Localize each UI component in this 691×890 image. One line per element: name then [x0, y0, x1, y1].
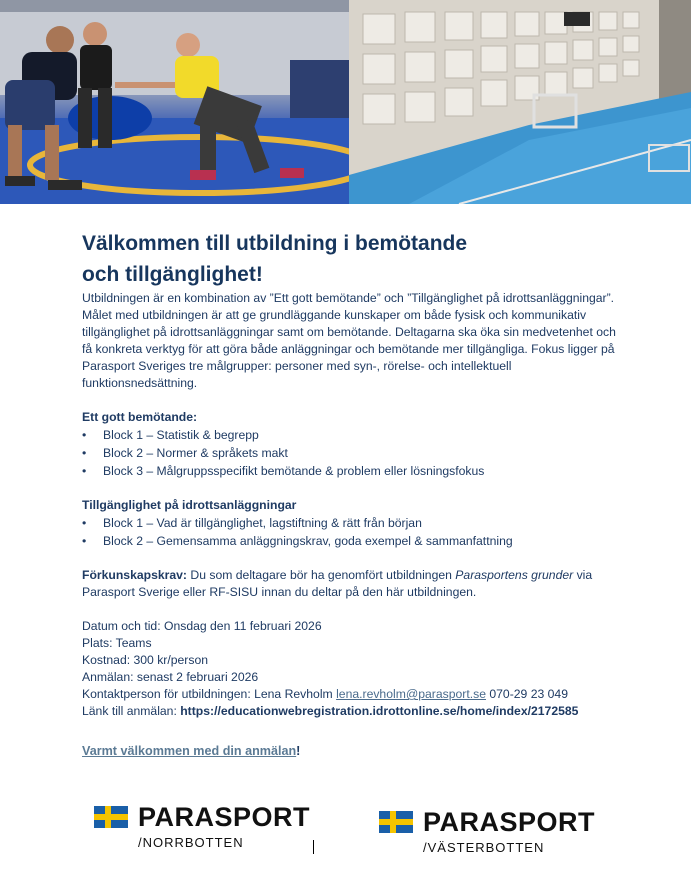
- list-item: • Block 2 – Normer & språkets makt: [82, 444, 622, 462]
- contact-phone: 070-29 23 049: [485, 687, 568, 701]
- parasport-vasterbotten-logo: [379, 808, 595, 855]
- swedish-flag-icon: [379, 811, 413, 833]
- contact-person: [82, 686, 622, 703]
- event-cost: Kostnad: 300 kr/person: [82, 653, 209, 667]
- registration-link-label: Länk till anmälan:: [82, 704, 181, 718]
- title-line-2: och tillgänglighet!: [82, 263, 263, 286]
- list-item: • Block 1 – Statistik & begrepp: [82, 426, 622, 444]
- contact-label: Kontaktperson för utbildningen: Lena Revholm: [82, 687, 337, 701]
- registration-link-row: [82, 703, 622, 720]
- tillganglighet-block-list: [82, 514, 622, 550]
- logo-wordmark: PARASPORT: [423, 807, 596, 837]
- list-item: • Block 3 – Målgruppsspecifikt bemötande & problem eller lösningsfokus: [82, 462, 622, 480]
- logo-divider: [313, 840, 314, 854]
- welcome-suffix: !: [296, 744, 301, 758]
- welcome-message: [82, 744, 622, 758]
- sports-hall-photo: [349, 0, 691, 204]
- intro-paragraph: Utbildningen är en kombination av ”Ett gott bemötande” och ”Tillgänglighet på idrottsanläggningar”. Målet med utbildningen är att ge grundläggande kunskaper om både fysisk och kommunikativ tillgänglighet på idrottsanläggningar samt om bemötande. Deltagarna ska öka sin medvetenhet och få konkreta verktyg för att göra både anläggningar och bemötande mer tillgängliga. Fokus ligger på Parasport Sveriges tre målgrupper: personer med syn-, rörelse- och intellektuell funktionsnedsättning.: [82, 291, 616, 390]
- wrestling-photo: [0, 0, 349, 204]
- swedish-flag-icon: [94, 806, 128, 828]
- parasport-norrbotten-logo: [94, 803, 310, 850]
- logo-region: /NORRBOTTEN: [138, 835, 244, 850]
- registration-deadline: Anmälan: senast 2 februari 2026: [82, 670, 259, 684]
- sports-hall-illustration: [349, 0, 691, 204]
- prerequisites-label: Förkunskapskrav:: [82, 568, 187, 582]
- header-photos: [0, 0, 691, 204]
- event-info: [82, 618, 622, 720]
- contact-email-link[interactable]: lena.revholm@parasport.se: [336, 687, 486, 701]
- welcome-registration-link[interactable]: Varmt välkommen med din anmälan: [82, 744, 297, 758]
- prerequisites-text-1: Du som deltagare bör ha genomfört utbildningen: [187, 568, 456, 582]
- logo-region: /VÄSTERBOTTEN: [423, 840, 545, 855]
- section-heading-tillganglighet: Tillgänglighet på idrottsanläggningar: [82, 498, 297, 512]
- main-content: [82, 228, 622, 771]
- wrestling-photo-illustration: [0, 0, 349, 204]
- prerequisite-course-name: Parasportens grunder: [455, 568, 574, 582]
- list-item: • Block 2 – Gemensamma anläggningskrav, goda exempel & sammanfattning: [82, 532, 622, 550]
- page-title: [82, 228, 622, 290]
- event-date: Datum och tid: Onsdag den 11 februari 2026: [82, 619, 322, 633]
- prerequisites-paragraph: [82, 567, 622, 601]
- prerequisites-text-2: via Parasport Sverige eller RF-SISU innan du deltar på den här utbildningen.: [82, 568, 593, 599]
- title-line-1: Välkommen till utbildning i bemötande: [82, 232, 468, 255]
- list-item: • Block 1 – Vad är tillgänglighet, lagstiftning & rätt från början: [82, 514, 622, 532]
- section-heading-bemotande: Ett gott bemötande:: [82, 410, 198, 424]
- logo-wordmark: PARASPORT: [138, 802, 311, 832]
- registration-url[interactable]: https://educationwebregistration.idrottonline.se/home/index/2172585: [180, 704, 579, 718]
- event-place: Plats: Teams: [82, 636, 152, 650]
- bemotande-block-list: [82, 426, 622, 480]
